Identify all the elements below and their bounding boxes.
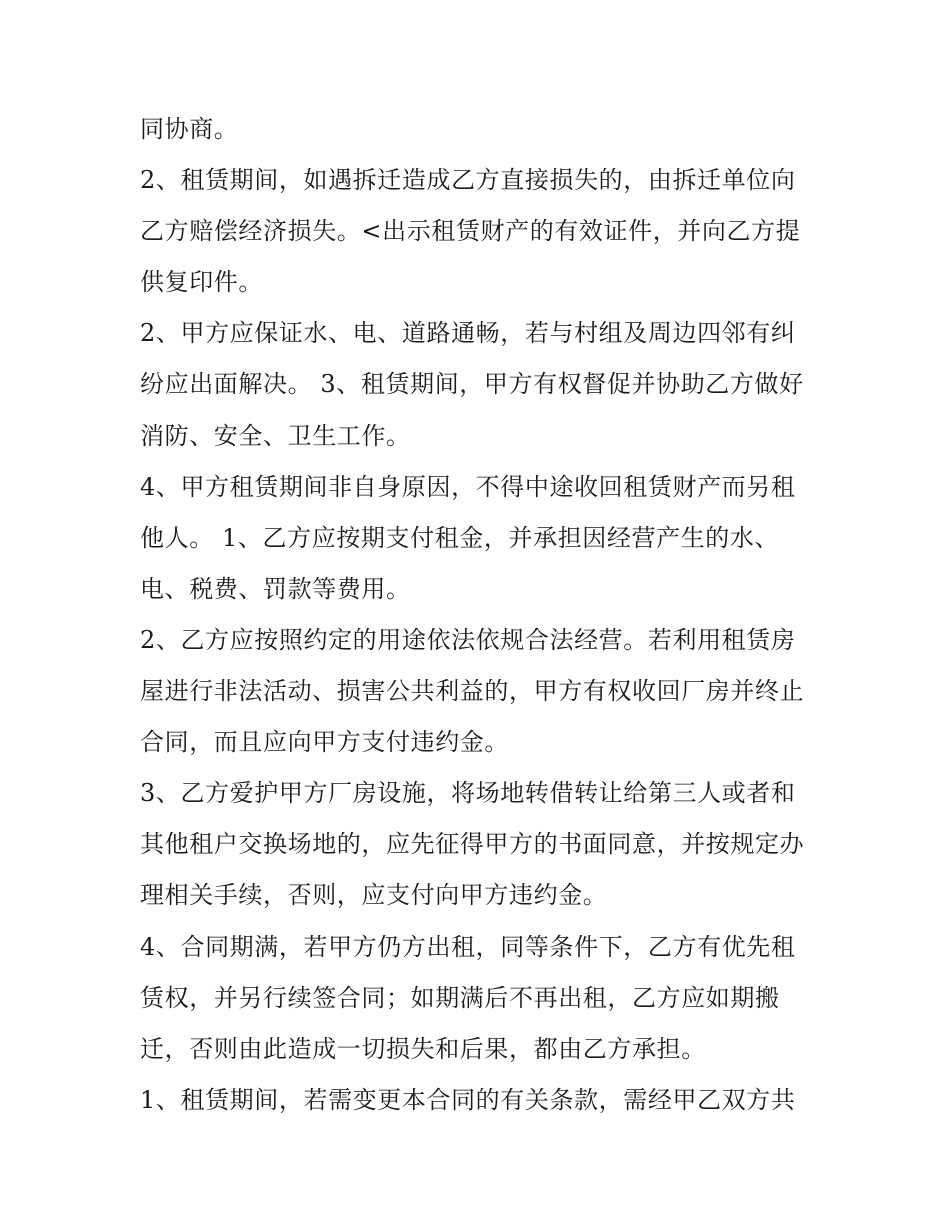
text-line: 2、甲方应保证水、电、道路通畅，若与村组及周边四邻有纠	[140, 319, 796, 348]
text-line: 电、税费、罚款等费用。	[140, 574, 411, 603]
text-line: 4、甲方租赁期间非自身原因，不得中途收回租赁财产而另租	[140, 472, 796, 501]
document-body	[140, 104, 820, 1126]
text-line: 2、租赁期间，如遇拆迁造成乙方直接损失的，由拆迁单位向	[140, 166, 796, 195]
text-line: 2、乙方应按照约定的用途依法依规合法经营。若利用租赁房	[140, 625, 796, 654]
text-line: 3、乙方爱护甲方厂房设施，将场地转借转让给第三人或者和	[140, 779, 796, 808]
text-line: 纷应出面解决。 3、租赁期间，甲方有权督促并协助乙方做好	[140, 370, 804, 399]
text-line: 乙方赔偿经济损失。<出示租赁财产的有效证件，并向乙方提	[140, 217, 801, 246]
text-line: 其他租户交换场地的，应先征得甲方的书面同意，并按规定办	[140, 830, 805, 859]
text-line: 屋进行非法活动、损害公共利益的，甲方有权收回厂房并终止	[140, 677, 805, 706]
text-line: 迁，否则由此造成一切损失和后果，都由乙方承担。	[140, 1034, 706, 1063]
text-line: 理相关手续，否则，应支付向甲方违约金。	[140, 881, 608, 910]
text-line: 赁权，并另行续签合同；如期满后不再出租，乙方应如期搬	[140, 983, 780, 1012]
text-line: 同协商。	[140, 115, 239, 143]
text-line: 他人。 1、乙方应按期支付租金，并承担因经营产生的水、	[140, 523, 780, 552]
text-line: 4、合同期满，若甲方仍方出租，同等条件下，乙方有优先租	[140, 932, 796, 961]
text-line: 供复印件。	[140, 268, 263, 297]
text-line: 1、租赁期间，若需变更本合同的有关条款，需经甲乙双方共	[140, 1085, 796, 1114]
text-line: 合同，而且应向甲方支付违约金。	[140, 728, 509, 757]
text-line: 消防、安全、卫生工作。	[140, 421, 411, 450]
